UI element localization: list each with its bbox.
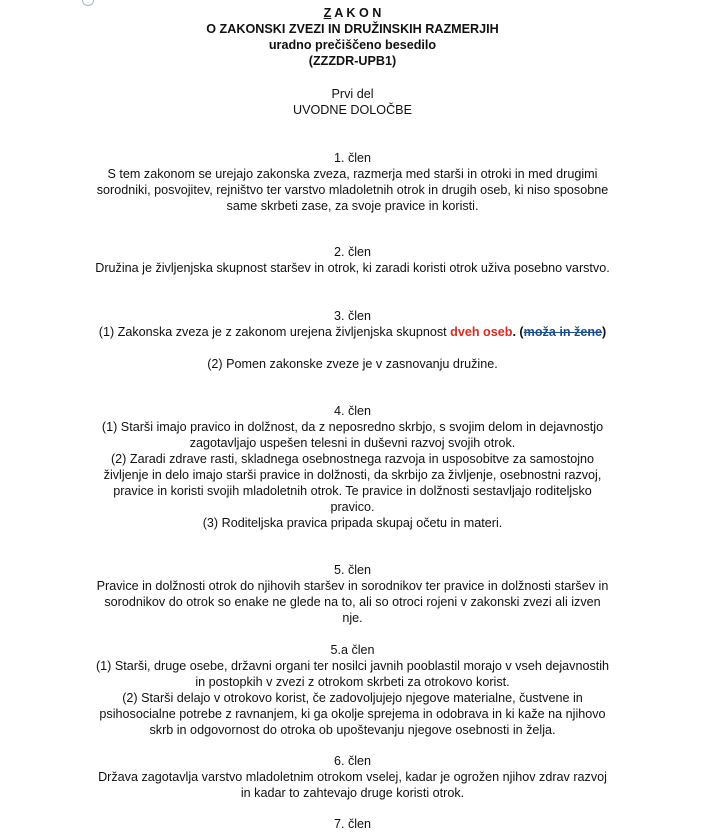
law-title-rest: A K O N [331, 6, 382, 20]
article-line: (3) Roditeljska pravica pripada skupaj očetu in materi. [202, 516, 503, 530]
article-line: Pravice in dolžnosti otrok do njihovih staršev in sorodnikov ter pravice in dolžnosti staršev in [96, 579, 609, 593]
article-heading: 2. člen [333, 245, 372, 259]
article-line: (2) Pomen zakonske zveze je v zasnovanju družine. [207, 357, 498, 371]
article-text: . ( [512, 325, 524, 339]
part-name: UVODNE DOLOČBE [293, 103, 412, 117]
law-title-initial: Z [323, 6, 332, 20]
article-line: sorodniki, posvojitev, rejništvo ter varstvo mladoletnih otrok in drugih oseb, ki niso sposobne [96, 183, 609, 197]
article-heading: 6. člen [333, 754, 372, 768]
article-line: in postopkih v zvezi z otrokom skrbeti za otrokovo korist. [195, 675, 510, 689]
article-line: pravico. [330, 500, 375, 514]
article-line: psihosocialne potrebe z ravnanjem, ki ga okolje sprejema in odobrava in ki kaže na njihovo [99, 707, 606, 721]
law-title [0, 5, 705, 21]
article-line: S tem zakonom se urejajo zakonska zveza, razmerja med starši in otroki in med drugimi [107, 167, 598, 181]
article-line: zagotavljajo uspešen telesni in duševni razvoj svojih otrok. [189, 436, 516, 450]
article-heading: 5.a člen [330, 643, 375, 657]
article-line: sorodnikov do otrok so enake ne glede na to, ali so otroci rojeni v zakonski zvezi ali izven [104, 595, 601, 609]
law-subtitle: O ZAKONSKI ZVEZI IN DRUŽINSKIH RAZMERJIH [206, 22, 499, 36]
part-label: Prvi del [331, 87, 374, 101]
article-paragraph [0, 324, 705, 340]
article-line: Država zagotavlja varstvo mladoletnim otrokom vselej, kadar je ogrožen njihov zdrav razvoj [98, 770, 607, 784]
article-heading: 5. člen [333, 563, 372, 577]
article-line: Družina je življenjska skupnost staršev in otrok, ki zaradi koristi otrok uživa posebno varstvo. [95, 261, 610, 275]
article-line: (2) Starši delajo v otrokovo korist, če zadovoljujejo njegove materialne, čustvene in [122, 691, 583, 705]
article-line: (1) Starši, druge osebe, državni organi ter nosilci javnih pooblastil morajo v vseh dejavnostih [95, 659, 610, 673]
article-line: in kadar to zahtevajo druge koristi otrok. [240, 786, 465, 800]
article-line: (2) Zaradi zdrave rasti, skladnega osebnostnega razvoja in usposobitve za samostojno [110, 452, 595, 466]
article-line: pravice in koristi svojih mladoletnih otrok. Te pravice in dolžnosti sestavljajo roditeljsko [113, 484, 592, 498]
article-line: življenje in delo imajo starši pravice in dolžnosti, da skrbijo za življenje, osebnostni razvoj, [103, 468, 602, 482]
amended-text: dveh oseb [450, 325, 513, 339]
article-line: (1) Starši imajo pravico in dolžnost, da z neposredno skrbjo, s svojim delom in dejavnostjo [101, 420, 604, 434]
article-heading: 4. člen [333, 404, 372, 418]
article-text: (1) Zakonska zveza je z zakonom urejena življenjska skupnost [98, 325, 451, 339]
article-line: same skrbeti zase, za svoje pravice in koristi. [226, 199, 479, 213]
article-text: ) [602, 325, 607, 339]
article-heading: 7. člen [333, 817, 372, 831]
article-line: nje. [342, 611, 363, 625]
law-code: (ZZZDR-UPB1) [308, 54, 397, 68]
law-note: uradno prečiščeno besedilo [268, 38, 437, 52]
struck-text: moža in žene [523, 325, 603, 339]
article-heading: 3. člen [333, 309, 372, 323]
article-line: skrb in odgovornost do otroka ob upoštevanju njegove osebnosti in želja. [149, 723, 556, 737]
article-heading: 1. člen [333, 151, 372, 165]
